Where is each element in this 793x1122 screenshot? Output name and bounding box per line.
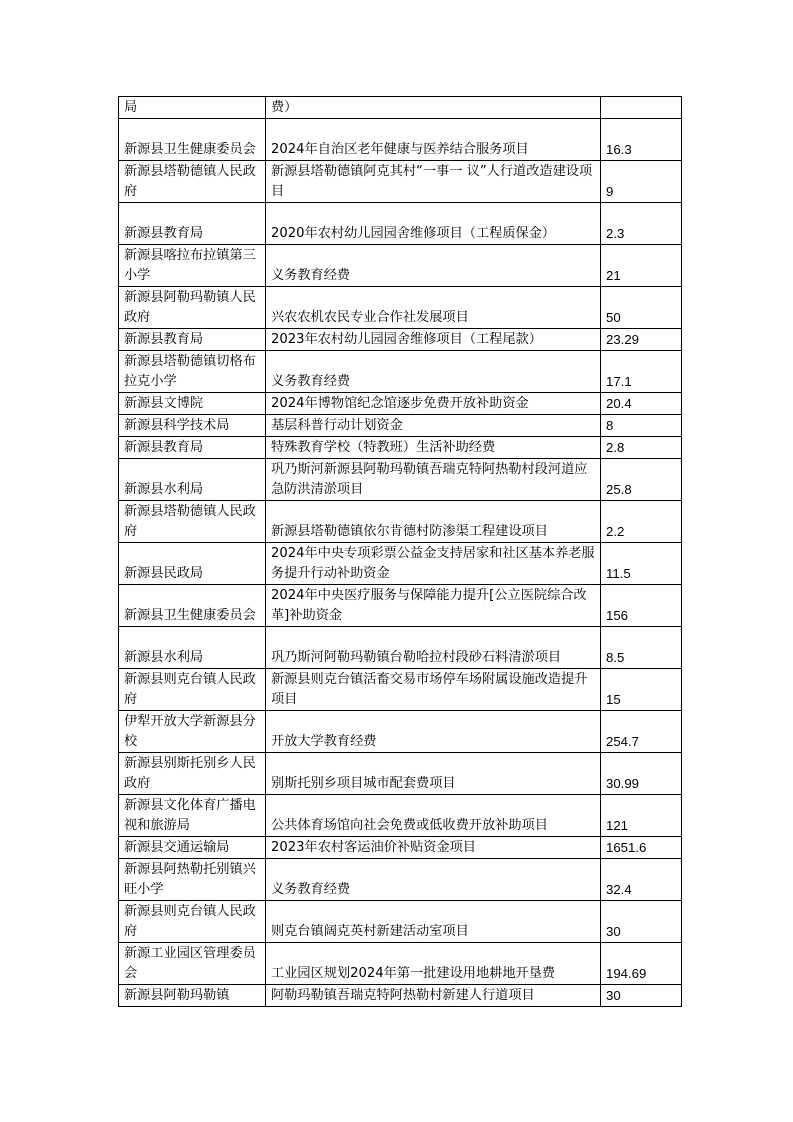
table-row [119,161,682,203]
project-cell: 2024年博物馆纪念馆逐步免费开放补助资金 [266,393,601,415]
amount-cell: 8.5 [601,627,682,669]
table-row [119,393,682,415]
project-cell: 基层科普行动计划资金 [266,415,601,437]
table-row [119,985,682,1007]
table-row [119,859,682,901]
table-row [119,711,682,753]
project-cell: 新源县塔勒德镇依尔肯德村防渗渠工程建设项目 [266,501,601,543]
unit-cell: 新源县则克台镇人民政府 [119,901,266,943]
project-cell: 别斯托别乡项目城市配套费项目 [266,753,601,795]
project-cell: 特殊教育学校（特教班）生活补助经费 [266,437,601,459]
unit-cell: 新源县卫生健康委员会 [119,119,266,161]
table-row [119,627,682,669]
amount-cell: 30 [601,985,682,1007]
project-cell: 巩乃斯河新源县阿勒玛勒镇吾瑞克特阿热勒村段河道应急防洪清淤项目 [266,459,601,501]
amount-cell: 2.8 [601,437,682,459]
amount-cell: 121 [601,795,682,837]
amount-cell: 16.3 [601,119,682,161]
unit-cell: 新源县阿热勒托别镇兴旺小学 [119,859,266,901]
project-cell: 工业园区规划2024年第一批建设用地耕地开垦费 [266,943,601,985]
unit-cell: 新源县科学技术局 [119,415,266,437]
table-row [119,543,682,585]
table-row [119,329,682,351]
amount-cell: 21 [601,245,682,287]
table-row [119,901,682,943]
unit-cell: 新源县民政局 [119,543,266,585]
project-cell: 兴农农机农民专业合作社发展项目 [266,287,601,329]
amount-cell: 11.5 [601,543,682,585]
unit-cell: 新源县水利局 [119,459,266,501]
amount-cell [601,97,682,119]
budget-table [118,96,682,1007]
amount-cell: 15 [601,669,682,711]
project-cell: 新源县则克台镇活畜交易市场停车场附属设施改造提升项目 [266,669,601,711]
table-row [119,585,682,627]
unit-cell: 新源县教育局 [119,437,266,459]
unit-cell: 新源县塔勒德镇切格布拉克小学 [119,351,266,393]
table-row [119,501,682,543]
project-cell: 2024年中央医疗服务与保障能力提升[公立医院综合改革]补助资金 [266,585,601,627]
unit-cell: 新源县卫生健康委员会 [119,585,266,627]
project-cell: 2020年农村幼儿园园舍维修项目（工程质保金） [266,203,601,245]
table-row [119,245,682,287]
unit-cell: 新源工业园区管理委员会 [119,943,266,985]
project-cell: 义务教育经费 [266,859,601,901]
project-cell: 义务教育经费 [266,351,601,393]
amount-cell: 23.29 [601,329,682,351]
amount-cell: 17.1 [601,351,682,393]
project-cell: 公共体育场馆向社会免费或低收费开放补助项目 [266,795,601,837]
project-cell: 义务教育经费 [266,245,601,287]
unit-cell: 新源县文博院 [119,393,266,415]
table-row [119,669,682,711]
project-cell: 费） [266,97,601,119]
project-cell: 阿勒玛勒镇吾瑞克特阿热勒村新建人行道项目 [266,985,601,1007]
amount-cell: 9 [601,161,682,203]
table-row [119,837,682,859]
unit-cell: 新源县交通运输局 [119,837,266,859]
table-row [119,287,682,329]
unit-cell: 新源县喀拉布拉镇第三小学 [119,245,266,287]
unit-cell: 新源县阿勒玛勒镇人民政府 [119,287,266,329]
project-cell: 2023年农村幼儿园园舍维修项目（工程尾款） [266,329,601,351]
unit-cell: 新源县水利局 [119,627,266,669]
amount-cell: 8 [601,415,682,437]
amount-cell: 254.7 [601,711,682,753]
project-cell: 2024年中央专项彩票公益金支持居家和社区基本养老服务提升行动补助资金 [266,543,601,585]
unit-cell: 新源县教育局 [119,329,266,351]
project-cell: 则克台镇阔克英村新建活动室项目 [266,901,601,943]
unit-cell: 局 [119,97,266,119]
amount-cell: 2.3 [601,203,682,245]
table-row [119,119,682,161]
amount-cell: 2.2 [601,501,682,543]
unit-cell: 新源县教育局 [119,203,266,245]
amount-cell: 25.8 [601,459,682,501]
project-cell: 2023年农村客运油价补贴资金项目 [266,837,601,859]
unit-cell: 新源县塔勒德镇人民政府 [119,501,266,543]
table-row [119,753,682,795]
amount-cell: 30 [601,901,682,943]
table-row [119,795,682,837]
table-row [119,415,682,437]
amount-cell: 194.69 [601,943,682,985]
unit-cell: 新源县塔勒德镇人民政府 [119,161,266,203]
table-row [119,97,682,119]
project-cell: 2024年自治区老年健康与医养结合服务项目 [266,119,601,161]
unit-cell: 新源县别斯托别乡人民政府 [119,753,266,795]
table-row [119,459,682,501]
unit-cell: 新源县阿勒玛勒镇 [119,985,266,1007]
project-cell: 新源县塔勒德镇阿克其村“一事一 议”人行道改造建设项目 [266,161,601,203]
amount-cell: 32.4 [601,859,682,901]
table-row [119,351,682,393]
project-cell: 开放大学教育经费 [266,711,601,753]
unit-cell: 新源县则克台镇人民政府 [119,669,266,711]
table-row [119,943,682,985]
unit-cell: 新源县文化体育广播电视和旅游局 [119,795,266,837]
unit-cell: 伊犁开放大学新源县分校 [119,711,266,753]
amount-cell: 50 [601,287,682,329]
table-row [119,437,682,459]
amount-cell: 20.4 [601,393,682,415]
project-cell: 巩乃斯河阿勒玛勒镇台勒哈拉村段砂石料清淤项目 [266,627,601,669]
amount-cell: 30.99 [601,753,682,795]
table-row [119,203,682,245]
amount-cell: 156 [601,585,682,627]
amount-cell: 1651.6 [601,837,682,859]
